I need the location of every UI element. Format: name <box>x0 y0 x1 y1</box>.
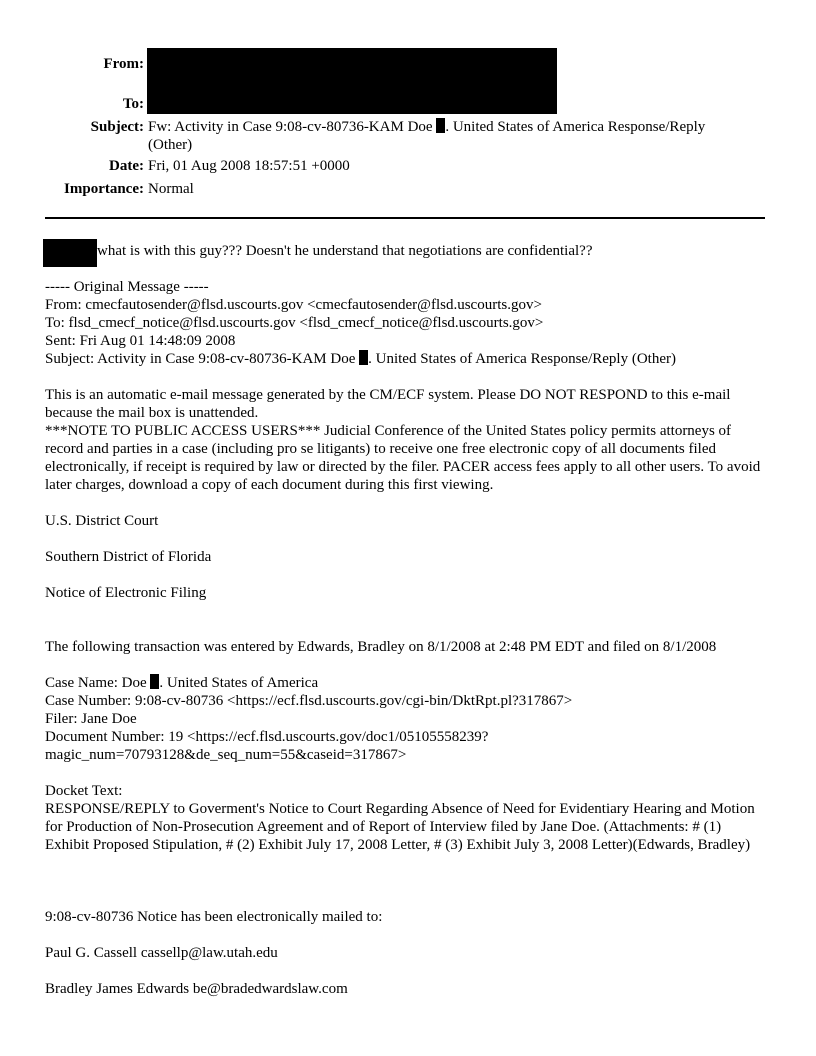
redaction-mark <box>436 118 445 133</box>
transaction-line: The following transaction was entered by Edwards, Bradley on 8/1/2008 at 2:48 PM EDT and filed on 8/1/2008 <box>45 639 717 655</box>
original-sent: Sent: Fri Aug 01 14:48:09 2008 <box>45 333 236 349</box>
docket-text-paragraph: RESPONSE/REPLY to Goverment's Notice to Court Regarding Absence of Need for Evidentiary Hearing and Motion for Production of Non-Prosecution Agreement and of Report of Interview filed by Jane Doe. (Attachments: # (1) Exhibit Proposed Stipulation, # (2) Exhibit July 17, 2008 Letter, # (3) Exhibit July 3, 2008 Letter)(Edwards, Bradley) <box>45 801 755 853</box>
from-label: From: <box>103 56 144 72</box>
mailed-to-line: 9:08-cv-80736 Notice has been electronically mailed to: <box>45 909 383 925</box>
case-name-line: Case Name: Doe . United States of America <box>45 675 319 691</box>
original-to: To: flsd_cmecf_notice@flsd.uscourts.gov <flsd_cmecf_notice@flsd.uscourts.gov> <box>45 315 544 331</box>
notice-title: Notice of Electronic Filing <box>45 585 207 601</box>
public-access-note: ***NOTE TO PUBLIC ACCESS USERS*** Judicial Conference of the United States policy permits attorneys of record and parties in a case (including pro se litigants) to receive one free electronic copy of all documents filed electronically, if receipt is required by law or directed by the filer. PACER access fees apply to all other users. To avoid later charges, download a copy of each document during this first viewing. <box>45 423 761 493</box>
redacted-name-block <box>43 239 97 267</box>
document-number-line2: magic_num=70793128&de_seq_num=55&caseid=317867> <box>45 747 407 763</box>
original-subject: Subject: Activity in Case 9:08-cv-80736-KAM Doe . United States of America Response/Reply (Other) <box>45 351 676 367</box>
document-number-line1: Document Number: 19 <https://ecf.flsd.uscourts.gov/doc1/05105558239? <box>45 729 489 745</box>
subject-value-line2: (Other) <box>148 137 193 153</box>
court-name: U.S. District Court <box>45 513 159 529</box>
date-label: Date: <box>109 158 144 174</box>
auto-message-paragraph: This is an automatic e-mail message generated by the CM/ECF system. Please DO NOT RESPOND to this e-mail because the mail box is unattended. <box>45 387 731 421</box>
original-message-title: ----- Original Message ----- <box>45 279 209 295</box>
intro-message: what is with this guy??? Doesn't he understand that negotiations are confidential?? <box>97 243 593 259</box>
filer-line: Filer: Jane Doe <box>45 711 137 727</box>
header-divider <box>45 217 765 219</box>
district-name: Southern District of Florida <box>45 549 212 565</box>
recipient-cassell: Paul G. Cassell cassellp@law.utah.edu <box>45 945 278 961</box>
importance-label: Importance: <box>64 181 144 197</box>
subject-label: Subject: <box>90 119 144 135</box>
subject-value-line1: Fw: Activity in Case 9:08-cv-80736-KAM Doe . United States of America Response/Reply <box>148 119 706 135</box>
date-value: Fri, 01 Aug 2008 18:57:51 +0000 <box>148 158 350 174</box>
redaction-mark <box>359 350 368 365</box>
recipient-edwards: Bradley James Edwards be@bradedwardslaw.com <box>45 981 348 997</box>
case-number-line: Case Number: 9:08-cv-80736 <https://ecf.flsd.uscourts.gov/cgi-bin/DktRpt.pl?317867> <box>45 693 573 709</box>
original-from: From: cmecfautosender@flsd.uscourts.gov <cmecfautosender@flsd.uscourts.gov> <box>45 297 542 313</box>
redacted-from-to-block <box>147 48 557 114</box>
importance-value: Normal <box>148 181 194 197</box>
docket-text-label: Docket Text: <box>45 783 123 799</box>
to-label: To: <box>122 96 144 112</box>
